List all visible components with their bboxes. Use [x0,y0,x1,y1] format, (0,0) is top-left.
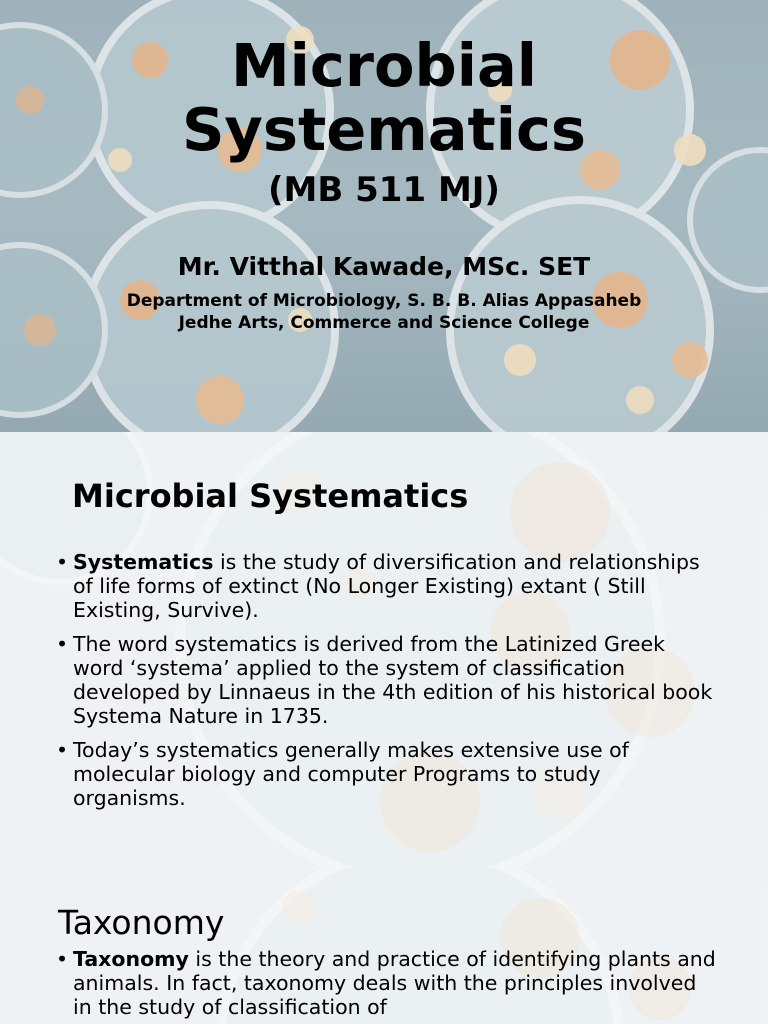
systematics-slide [0,432,768,868]
author-name: Mr. Vitthal Kawade, MSc. SET [177,252,591,281]
title-line-1: Microbial [230,31,538,100]
slide-heading: Taxonomy [58,903,225,942]
course-code: (MB 511 MJ) [268,170,500,210]
title-slide [0,0,768,432]
department-name: Department of Microbiology, S. B. B. Alias Appasaheb Jedhe Arts, Commerce and Science College [126,291,642,333]
bullet-term: Systematics [73,550,214,574]
bullet-item [56,738,716,810]
bullet-text: is the study of diversification and relationships of life forms of extinct (No Longer Existing) extant ( Still Existing, Survive). [73,550,700,622]
bullet-item [56,632,716,728]
bullet-icon: • [56,632,69,656]
taxonomy-slide [0,868,768,1024]
bullet-text: is the theory and practice of identifying plants and animals. In fact, taxonomy deals with the principles involved in the study of classification of [73,947,716,1019]
bullet-list [56,947,716,1024]
bullet-icon: • [56,550,69,574]
bullet-list [56,550,716,820]
bullet-icon: • [56,947,69,971]
slide-heading: Microbial Systematics [72,477,469,515]
bullet-term: Taxonomy [73,947,189,971]
bullet-text: Today’s systematics generally makes extensive use of molecular biology and computer Programs to study organisms. [73,738,629,810]
bullet-item [56,550,716,622]
bullet-icon: • [56,738,69,762]
bullet-text: The word systematics is derived from the Latinized Greek word ‘systema’ applied to the system of classification developed by Linnaeus in the 4th edition of his historical book Systema Nature in 1735. [73,632,713,728]
bullet-item [56,947,716,1019]
presentation-title [0,31,768,164]
title-line-2: Systematics [181,95,587,164]
